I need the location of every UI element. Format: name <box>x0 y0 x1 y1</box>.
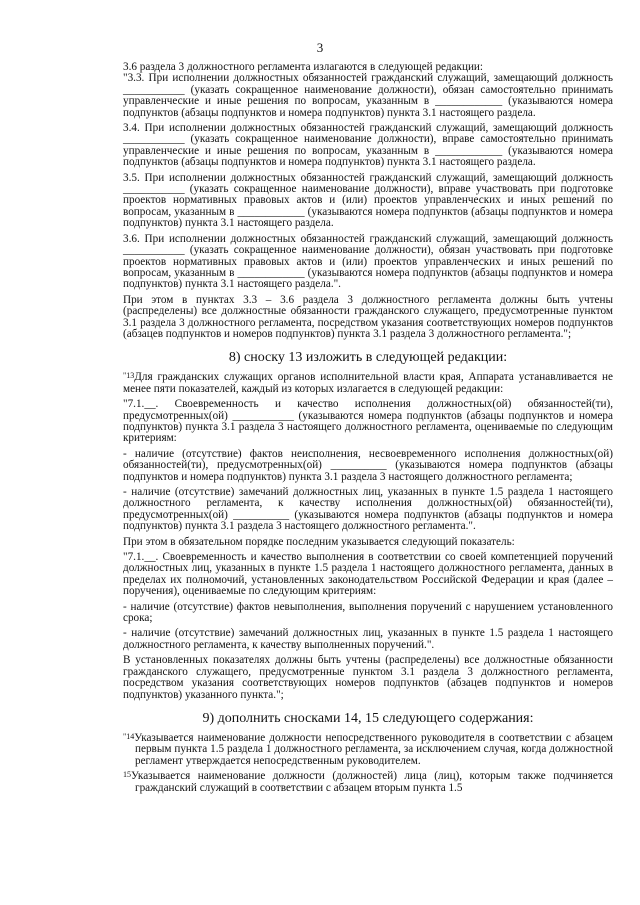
footnote-13-mark: "13 <box>123 371 135 381</box>
paragraph-text: 3.5. При исполнении должностных обязанностей гражданский служащий, замещающий должность ___________ (указать сокращенное наименование должности), вправе участвовать при подготовке проектов нормативных правовых актов и (или) проектов управленческих и иных решений по вопросам, указанным в ____________ (указываются номера подпунктов (абзацы подпунктов и номера подпунктов) пункта 3.1 настоящего раздела. <box>123 171 613 230</box>
paragraph <box>123 552 613 598</box>
paragraph <box>123 602 613 625</box>
paragraph <box>123 449 613 483</box>
paragraph <box>123 372 613 395</box>
paragraph <box>123 537 613 548</box>
paragraph-text: "7.1.__. Своевременность и качество исполнения должностных(ой) обязанностей(ти), предусмотренных(ой) ___________ (указываются номера подпунктов (абзацы подпунктов и номера подпунктов) пункта 3.1 раздела 3 настоящего должностного регламента, оцениваемые по следующим критериям: <box>123 398 613 445</box>
paragraph-text: В установленных показателях должны быть учтены (распределены) все должностные обязанности гражданского служащего, предусмотренные пунктом 3.1 раздела 3 должностного регламента, посредством указания соответствующих номеров подпунктов (абзацев подпунктов и номеров подпунктов) указанного пункта."; <box>123 654 613 701</box>
paragraph-text: 3.4. При исполнении должностных обязанностей гражданский служащий, замещающий должность ___________ (указать сокращенное наименование должности), вправе самостоятельно принимать управленческие и иные решения по вопросам, указанным в ____________ (указываются номера подпунктов (абзацы подпунктов и номера подпунктов) пункта 3.1 настоящего раздела. <box>123 122 613 169</box>
paragraph <box>123 123 613 169</box>
footnote-14-text: Указывается наименование должности непосредственного руководителя в соответствии с абзацем первым пункта 1.5 раздела 1 должностного регламента, за исключением случая, когда должностной регламент утверждается непосредственным руководителем. <box>134 731 613 767</box>
page-number: 3 <box>316 40 324 55</box>
paragraph <box>123 73 613 119</box>
footnote-14-mark: "14 <box>123 731 135 741</box>
paragraph-text: - наличие (отсутствие) фактов невыполнения, выполнения поручений с нарушением установленного срока; <box>123 600 613 625</box>
footnote-13-block <box>123 372 613 701</box>
paragraph-text: При этом в пунктах 3.3 – 3.6 раздела 3 должностного регламента должны быть учтены (распределены) все должностные обязанности гражданского служащего, предусмотренные пунктом 3.1 раздела 3 должностного регламента, посредством указания соответствующих номеров подпунктов (абзацев подпунктов и номеров подпунктов) пункта 3.1 раздела 3 должностного регламента."; <box>123 293 613 340</box>
paragraph-text: - наличие (отсутствие) фактов неисполнения, несвоевременного исполнения должностных(ой) обязанностей(ти), предусмотренных(ой) __________ (указываются номера подпунктов (абзацы подпунктов и номера подпунктов) пункта 3.1 раздела 3 настоящего должностного регламента; <box>123 447 613 483</box>
paragraph <box>123 173 613 230</box>
paragraph-text: "3.3. При исполнении должностных обязанностей гражданский служащий, замещающий должность ___________ (указать сокращенное наименование должности), обязан самостоятельно принимать управленческие и иные решения по вопросам, указанным в ____________ (указываются номера подпунктов (абзацы подпунктов и номера подпунктов) пункта 3.1 настоящего раздела. <box>123 72 613 119</box>
heading-item-9: 9) дополнить сносками 14, 15 следующего содержания: <box>202 710 534 726</box>
footnote-14 <box>123 733 613 767</box>
footnote-15-text: Указывается наименование должности (должностей) лица (лиц), которым также подчиняется гражданский служащий в соответствии с абзацем вторым пункта 1.5 <box>131 770 613 794</box>
paragraph <box>123 234 613 291</box>
paragraph-text: - наличие (отсутствие) замечаний должностных лиц, указанных в пункте 1.5 раздела 1 настоящего должностного регламента, к качеству исполнения должностных(ой) обязанностей(ти), предусмотренных(ой) __________ (указываются номера подпунктов (абзацы подпунктов и номера подпунктов) пункта 3.1 раздела 3 настоящего должностного регламента.". <box>123 486 613 533</box>
footnote-13-text <box>123 372 613 701</box>
paragraph-text: "7.1.__. Своевременность и качество выполнения в соответствии со своей компетенцией поручений должностных лиц, указанных в пункте 1.5 раздела 1 настоящего должностного регламента, данных в пределах их полномочий, установленных законодательством Российской Федерации и края (далее – поручения), оцениваемые по следующим критериям: <box>123 551 613 598</box>
paragraph-text: - наличие (отсутствие) замечаний должностных лиц, указанных в пункте 1.5 раздела 1 настоящего должностного регламента, к качеству выполненных поручений.". <box>123 627 613 651</box>
paragraph-text: При этом в обязательном порядке последним указывается следующий показатель: <box>123 535 515 548</box>
paragraph-text: Для гражданских служащих органов исполнительной власти края, Аппарата устанавливается не менее пяти показателей, каждый из которых излагается в следующей редакции: <box>123 371 613 395</box>
heading-item-8: 8) сноску 13 изложить в следующей редакции: <box>228 350 508 366</box>
paragraph <box>123 655 613 701</box>
paragraph <box>123 487 613 533</box>
footnote-15 <box>123 771 613 794</box>
paragraph-text: 3.6 раздела 3 должностного регламента излагаются в следующей редакции: <box>123 61 484 73</box>
footnote-15-mark: 15 <box>123 770 131 780</box>
paragraph-text: 3.6. При исполнении должностных обязанностей гражданский служащий, замещающий должность ___________ (указать сокращенное наименование должности), обязан участвовать при подготовке проектов нормативных правовых актов и (или) проектов управленческих и иных решений по вопросам, указанным в ____________ (указываются номера подпунктов (абзацы подпунктов и номера подпунктов) пункта 3.1 настоящего раздела.". <box>123 232 613 291</box>
paragraph <box>123 628 613 651</box>
section-3-amendments <box>123 62 613 340</box>
paragraph <box>123 399 613 445</box>
document-body <box>123 62 613 794</box>
paragraph <box>123 295 613 341</box>
